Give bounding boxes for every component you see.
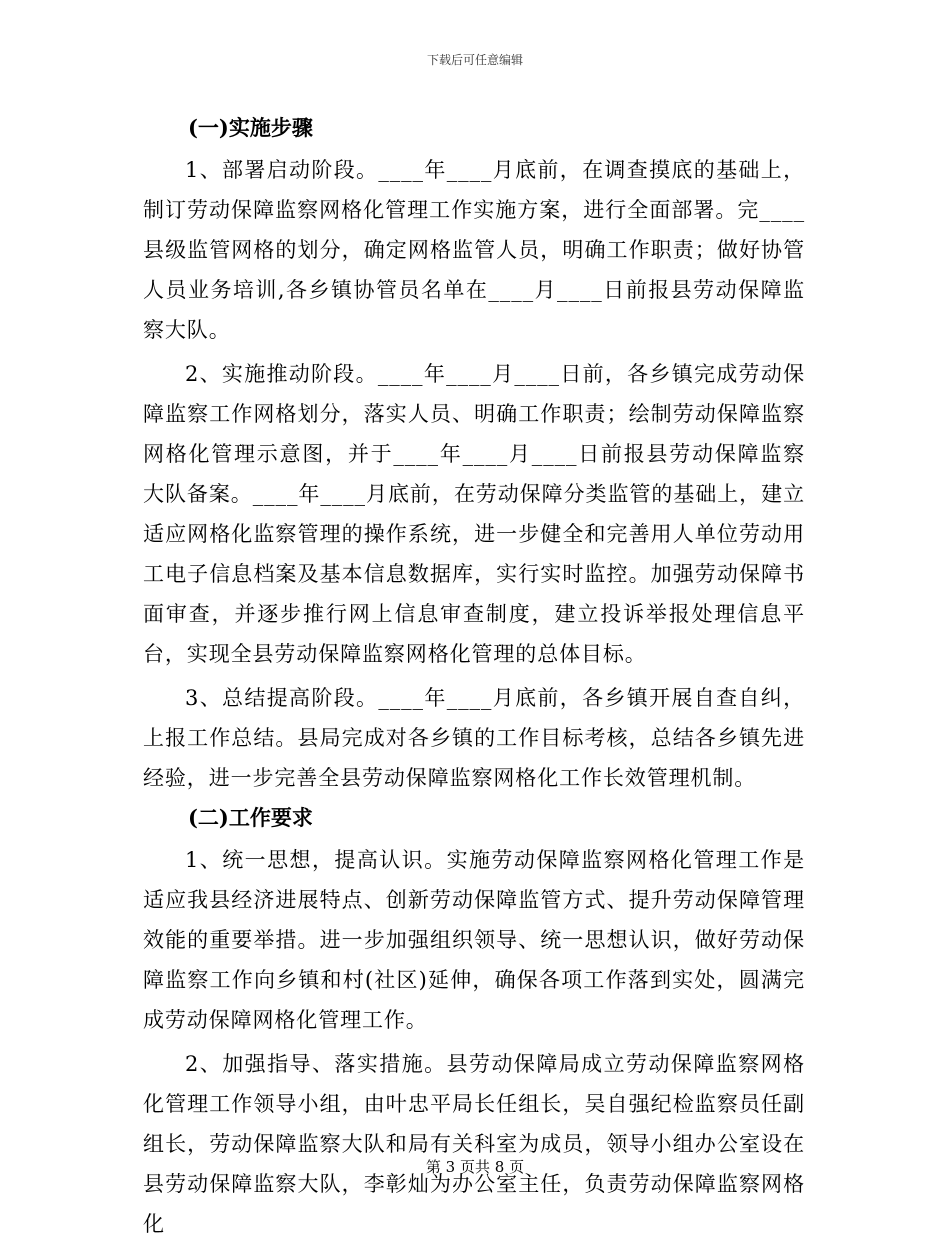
section-heading-work-requirements: (二)工作要求: [188, 805, 313, 830]
document-body: [143, 112, 805, 1244]
section-heading-implementation-steps: (一)实施步骤: [188, 115, 313, 140]
page-number-footer: 第 3 页共 8 页: [425, 1158, 525, 1176]
paragraph-unify-thinking: 1、统一思想，提高认识。实施劳动保障监察网格化管理工作是适应我县经济进展特点、创新劳动保障监管方式、提升劳动保障管理效能的重要举措。进一步加强组织领导、统一思想认识，做好劳动保障监察工作向乡镇和村(社区)延伸，确保各项工作落到实处，圆满完成劳动保障网格化管理工作。: [143, 848, 805, 1032]
paragraph-strengthen-guidance: 2、加强指导、落实措施。县劳动保障局成立劳动保障监察网格化管理工作领导小组，由叶忠平局长任组长，吴自强纪检监察员任副组长，劳动保障监察大队和局有关科室为成员，领导小组办公室设在县劳动保障监察大队，李彰灿为办公室主任，负责劳动保障监察网格化: [143, 1052, 805, 1236]
paragraph-implementation-stage: 2、实施推动阶段。____年____月____日前，各乡镇完成劳动保障监察工作网格划分，落实人员、明确工作职责；绘制劳动保障监察网格化管理示意图，并于____年____月____日前报县劳动保障监察大队备案。____年____月底前，在劳动保障分类监管的基础上，建立适应网格化监察管理的操作系统，进一步健全和完善用人单位劳动用工电子信息档案及基本信息数据库，实行实时监控。加强劳动保障书面审查，并逐步推行网上信息审查制度，建立投诉举报处理信息平台，实现全县劳动保障监察网格化管理的总体目标。: [143, 362, 805, 666]
page-header-note: 下载后可任意编辑: [426, 53, 523, 67]
paragraph-deployment-stage: 1、部署启动阶段。____年____月底前，在调查摸底的基础上，制订劳动保障监察网格化管理工作实施方案，进行全面部署。完____县级监管网格的划分，确定网格监管人员，明确工作职责；做好协管人员业务培训,各乡镇协管员名单在____月____日前报县劳动保障监察大队。: [143, 158, 805, 342]
paragraph-summary-stage: 3、总结提高阶段。____年____月底前，各乡镇开展自查自纠，上报工作总结。县局完成对各乡镇的工作目标考核，总结各乡镇先进经验，进一步完善全县劳动保障监察网格化工作长效管理机制。: [143, 686, 805, 790]
